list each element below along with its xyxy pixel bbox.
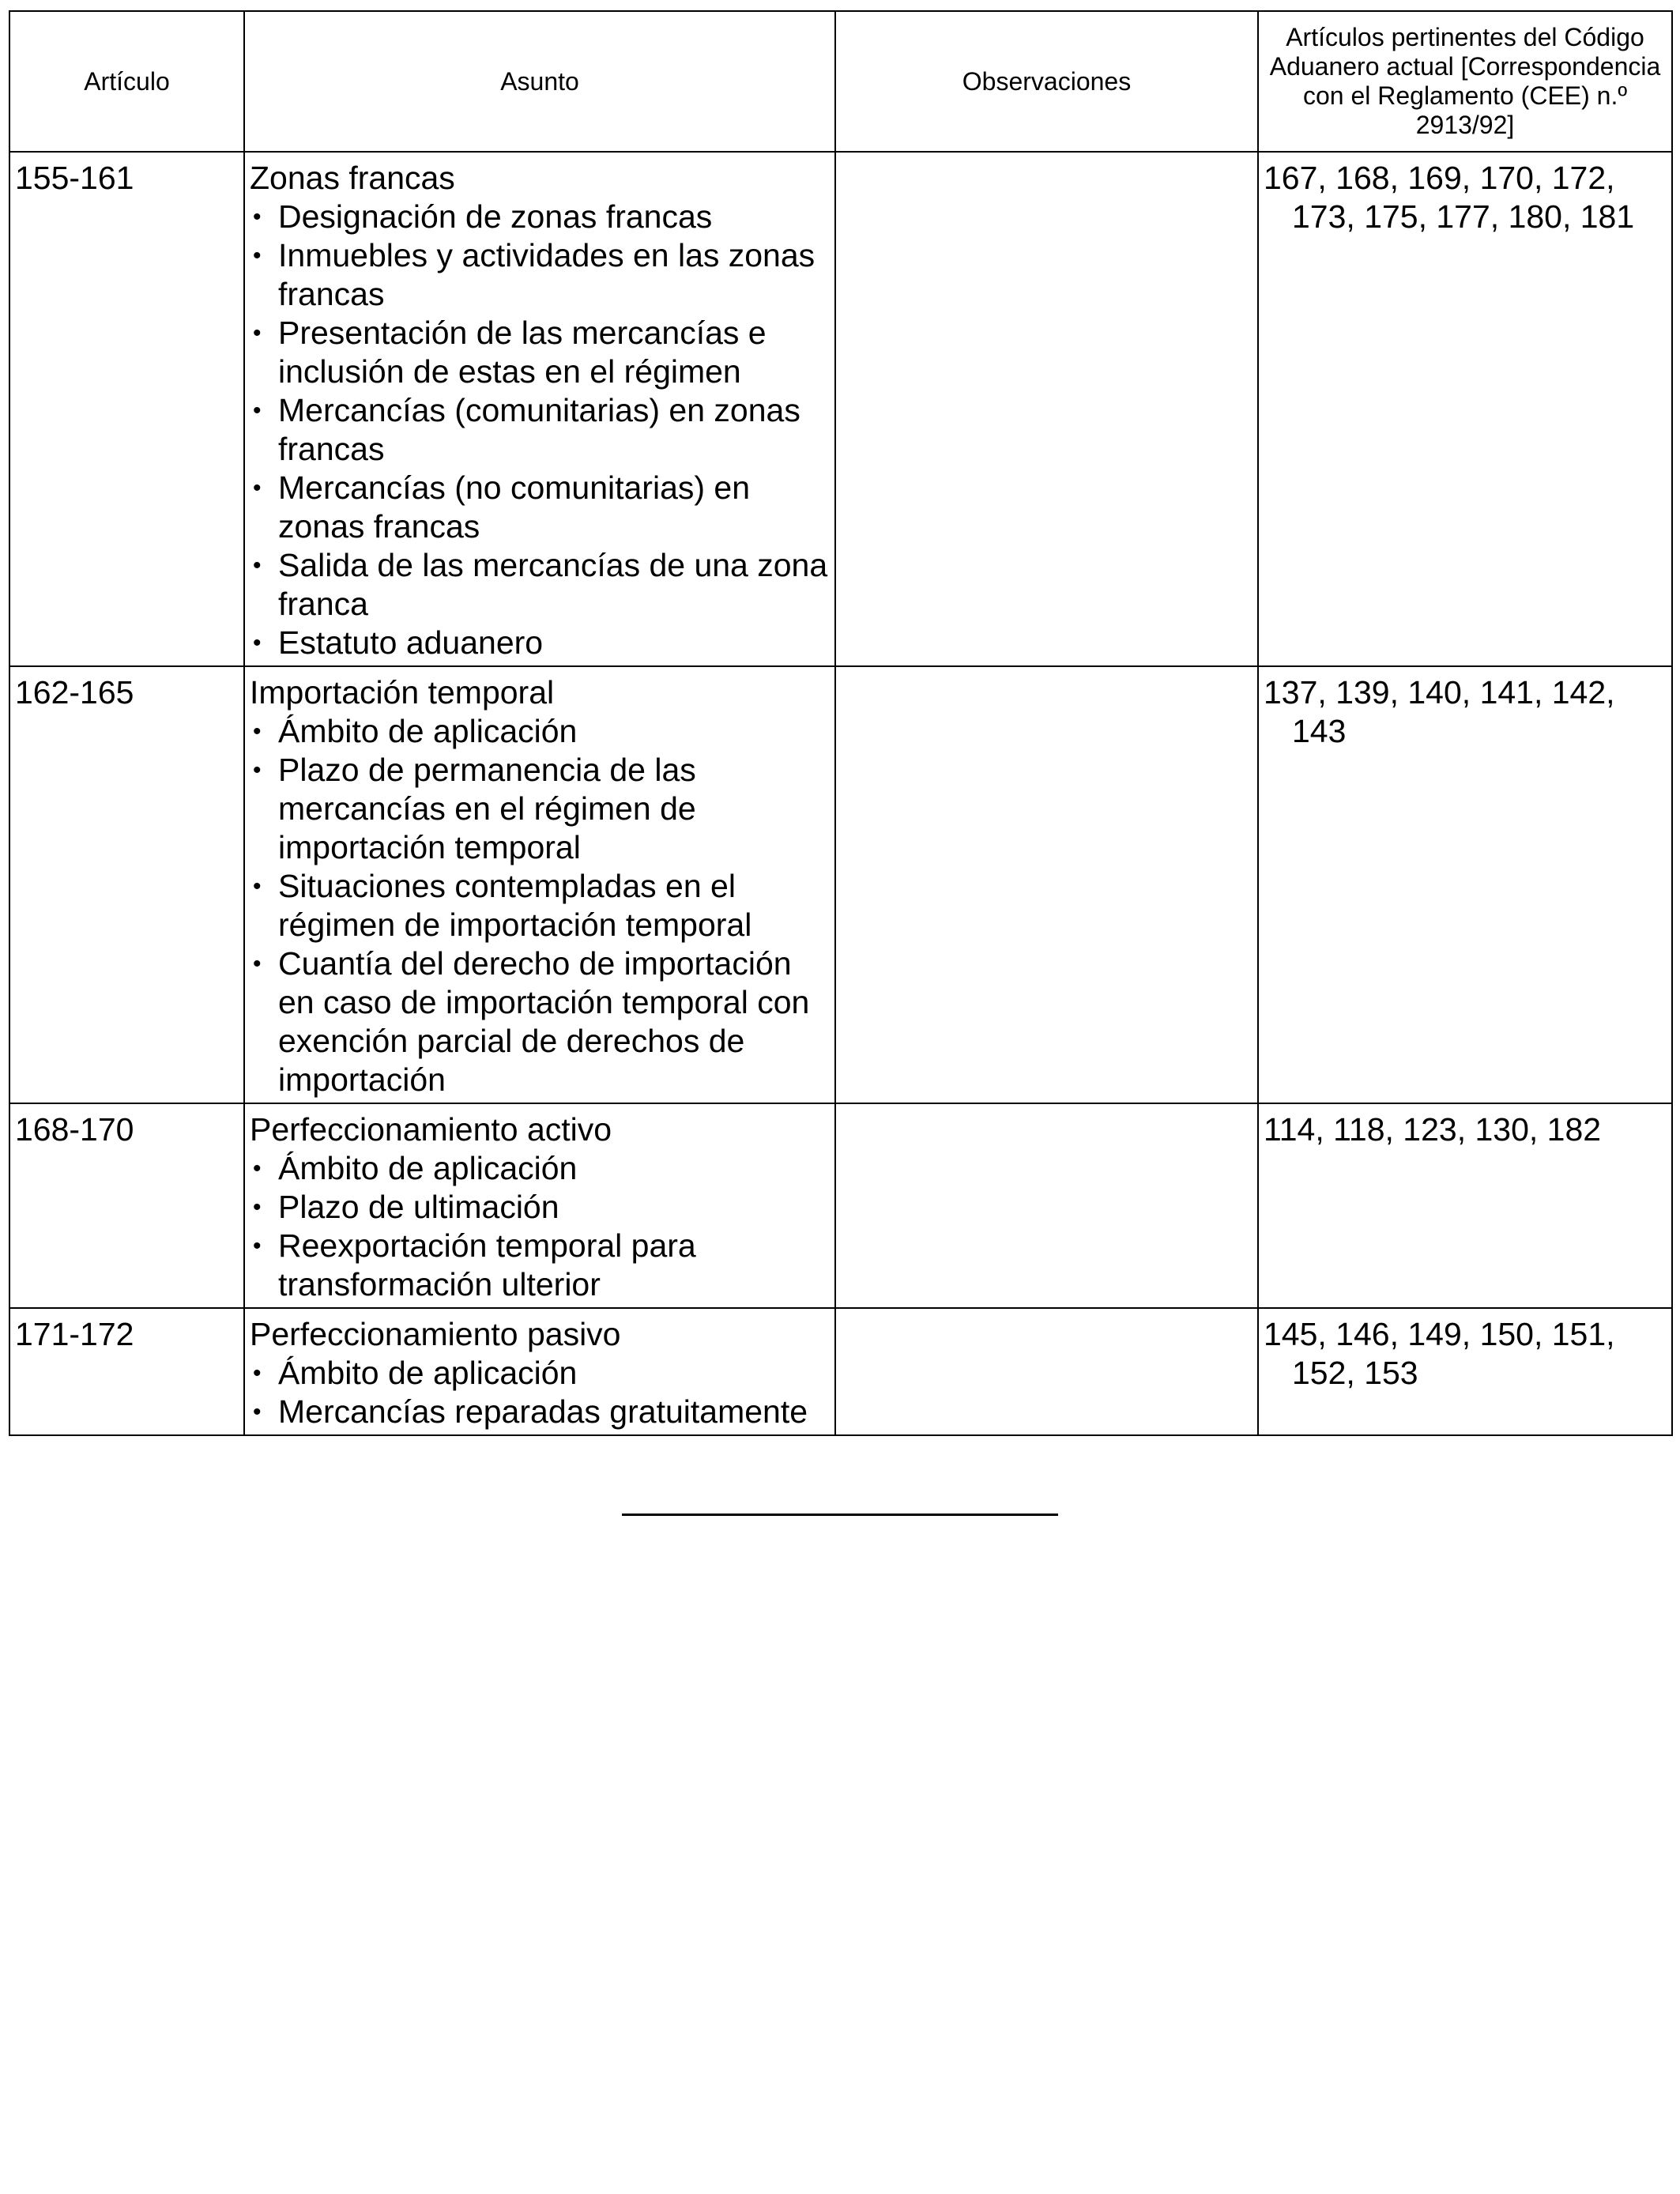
list-item [250, 1393, 830, 1431]
articulo-cell: 171-172 [9, 1308, 244, 1435]
list-item [250, 391, 830, 469]
list-item [250, 1227, 830, 1304]
observaciones-cell [835, 152, 1258, 666]
list-item [250, 314, 830, 391]
observaciones-cell [835, 1103, 1258, 1308]
articulos-pertinentes-cell [1258, 152, 1672, 666]
bullet-icon: • [253, 718, 262, 745]
bullet-icon: • [253, 873, 262, 899]
observaciones-cell [835, 1308, 1258, 1435]
header-articulos-pertinentes: Artículos pertinentes del Código Aduanero actual [Correspondencia con el Reglamento (CEE) n.º 2913/92] [1258, 11, 1672, 152]
list-item [250, 944, 830, 1099]
list-item-text: Reexportación temporal para transformación ulterior [278, 1227, 696, 1302]
articulos-pertinentes-text: 114, 118, 123, 130, 182 [1264, 1111, 1602, 1148]
asunto-cell [244, 666, 835, 1103]
list-item [250, 469, 830, 546]
list-item-text: Salida de las mercancías de una zona franca [278, 547, 828, 622]
bullet-icon: • [253, 1194, 262, 1220]
articulos-pertinentes-text: 145, 146, 149, 150, 151, 152, 153 [1264, 1316, 1615, 1391]
list-item [250, 1354, 830, 1393]
list-item-text: Plazo de permanencia de las mercancías en el régimen de importación temporal [278, 752, 696, 865]
table-row [9, 666, 1672, 1103]
articulos-pertinentes-text: 167, 168, 169, 170, 172, 173, 175, 177, 180, 181 [1264, 160, 1635, 235]
list-item-text: Designación de zonas francas [278, 198, 713, 235]
bullet-icon: • [253, 757, 262, 783]
articulos-pertinentes-text: 137, 139, 140, 141, 142, 143 [1264, 674, 1615, 749]
bullet-icon: • [253, 1155, 262, 1182]
articulos-pertinentes-cell [1258, 1103, 1672, 1308]
list-item [250, 867, 830, 944]
list-item [250, 1188, 830, 1227]
footer-rule [622, 1514, 1058, 1516]
list-item-text: Presentación de las mercancías e inclusión de estas en el régimen [278, 315, 767, 390]
table-row [9, 152, 1672, 666]
list-item [250, 546, 830, 624]
bullet-icon: • [253, 398, 262, 424]
bullet-icon: • [253, 1233, 262, 1259]
bullet-icon: • [253, 243, 262, 269]
asunto-title: Perfeccionamiento activo [250, 1111, 612, 1148]
bullet-icon: • [253, 1399, 262, 1425]
table-body [9, 152, 1672, 1435]
bullet-icon: • [253, 204, 262, 230]
list-item-text: Ámbito de aplicación [278, 1150, 578, 1186]
articulos-pertinentes-cell [1258, 666, 1672, 1103]
list-item-text: Mercancías (comunitarias) en zonas francas [278, 392, 800, 467]
bullet-icon: • [253, 1360, 262, 1386]
list-item [250, 198, 830, 236]
list-item-text: Plazo de ultimación [278, 1189, 559, 1225]
list-item-text: Estatuto aduanero [278, 624, 544, 661]
header-articulo: Artículo [9, 11, 244, 152]
asunto-cell [244, 1308, 835, 1435]
header-observaciones: Observaciones [835, 11, 1258, 152]
list-item [250, 712, 830, 751]
asunto-title: Zonas francas [250, 160, 455, 196]
bullet-icon: • [253, 552, 262, 579]
asunto-title: Importación temporal [250, 674, 555, 711]
bullet-icon: • [253, 475, 262, 501]
list-item [250, 624, 830, 662]
list-item-text: Ámbito de aplicación [278, 1355, 578, 1391]
list-item [250, 236, 830, 314]
asunto-cell [244, 152, 835, 666]
asunto-cell [244, 1103, 835, 1308]
header-asunto: Asunto [244, 11, 835, 152]
articulo-cell: 162-165 [9, 666, 244, 1103]
table-header [9, 11, 1672, 152]
list-item-text: Cuantía del derecho de importación en caso de importación temporal con exención parcial de derechos de importación [278, 945, 810, 1098]
bullet-icon: • [253, 630, 262, 656]
asunto-title: Perfeccionamiento pasivo [250, 1316, 621, 1352]
list-item-text: Mercancías reparadas gratuitamente [278, 1393, 808, 1430]
bullet-icon: • [253, 320, 262, 346]
asunto-list [250, 712, 830, 1099]
list-item-text: Mercancías (no comunitarias) en zonas francas [278, 469, 751, 545]
header-row [9, 11, 1672, 152]
list-item-text: Situaciones contempladas en el régimen de importación temporal [278, 868, 752, 943]
table-row [9, 1308, 1672, 1435]
bullet-icon: • [253, 951, 262, 977]
table-row [9, 1103, 1672, 1308]
list-item-text: Inmuebles y actividades en las zonas francas [278, 237, 816, 312]
asunto-list [250, 198, 830, 662]
observaciones-cell [835, 666, 1258, 1103]
list-item [250, 751, 830, 867]
asunto-list [250, 1149, 830, 1304]
articulo-cell: 155-161 [9, 152, 244, 666]
articulo-cell: 168-170 [9, 1103, 244, 1308]
articulos-pertinentes-cell [1258, 1308, 1672, 1435]
list-item [250, 1149, 830, 1188]
correspondence-table [9, 10, 1673, 1436]
list-item-text: Ámbito de aplicación [278, 713, 578, 749]
asunto-list [250, 1354, 830, 1431]
